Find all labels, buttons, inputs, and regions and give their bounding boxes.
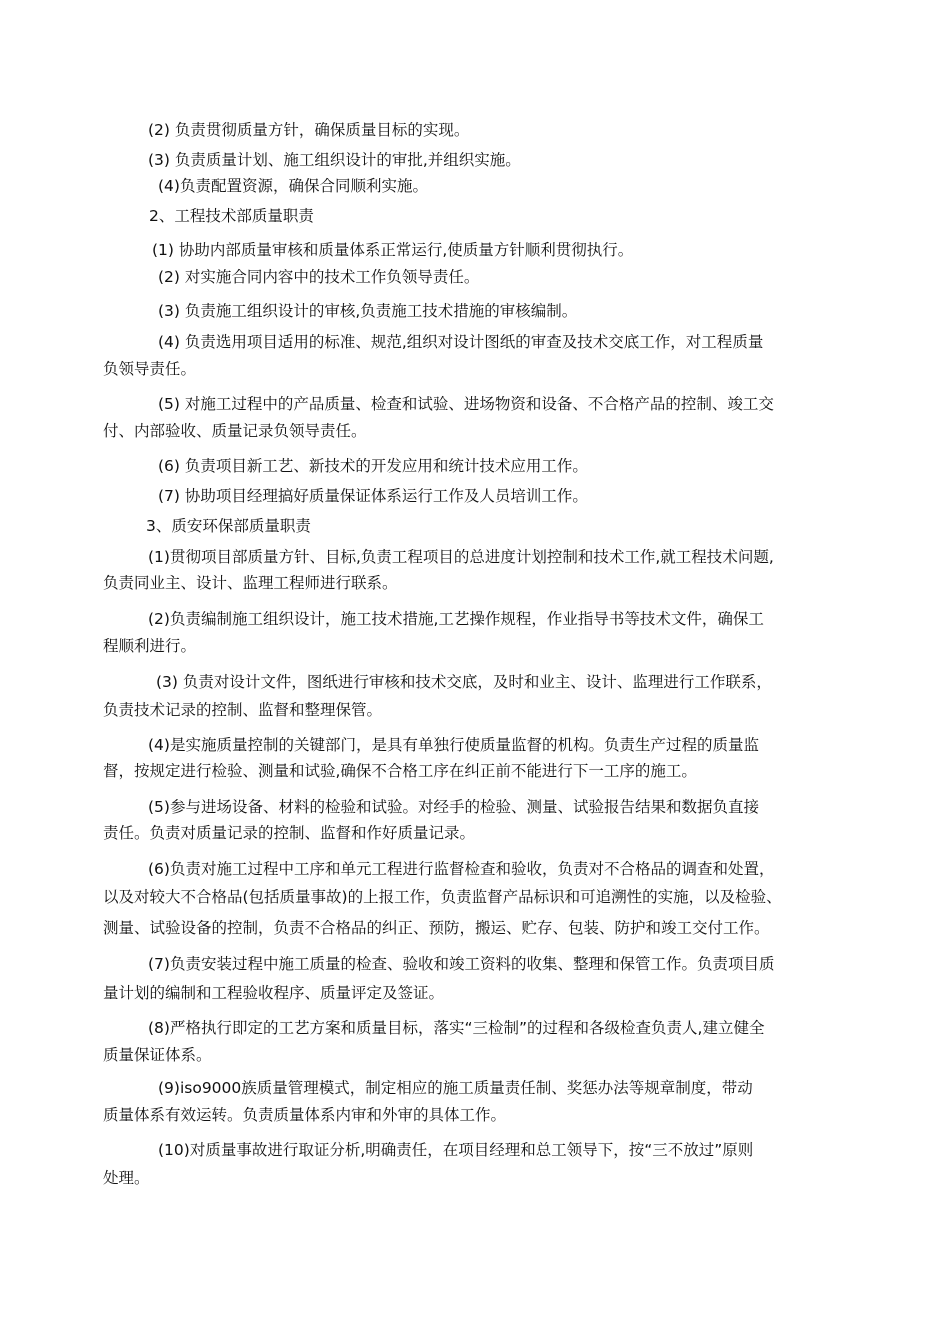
text-line: (6)负责对施工过程中工序和单元工程进行监督检查和验收，负责对不合格品的调查和处置， — [148, 860, 775, 878]
text-line: (2) 负责贯彻质量方针，确保质量目标的实现。 — [148, 121, 470, 139]
text-line: (4)负责配置资源，确保合同顺利实施。 — [158, 177, 428, 195]
text-line: (1) 协助内部质量审核和质量体系正常运行,使质量方针顺利贯彻执行。 — [152, 241, 634, 259]
text-line: (4) 负责选用项目适用的标准、规范,组织对设计图纸的审查及技术交底工作，对工程质量 — [158, 333, 764, 351]
text-line: 责任。负责对质量记录的控制、监督和作好质量记录。 — [103, 824, 476, 842]
text-line: 负领导责任。 — [103, 360, 197, 378]
text-line: (2)负责编制施工组织设计，施工技术措施,工艺操作规程，作业指导书等技术文件，确保工 — [148, 610, 764, 628]
text-line: (7)负责安装过程中施工质量的检查、验收和竣工资料的收集、整理和保管工作。负责项目质 — [148, 955, 775, 973]
text-line: 督，按规定进行检验、测量和试验,确保不合格工序在纠正前不能进行下一工序的施工。 — [103, 762, 697, 780]
text-line: (7) 协助项目经理搞好质量保证体系运行工作及人员培训工作。 — [158, 487, 588, 505]
text-line: (3) 负责对设计文件，图纸进行审核和技术交底，及时和业主、设计、监理进行工作联系， — [156, 673, 772, 691]
text-line: (4)是实施质量控制的关键部门，是具有单独行使质量监督的机构。负责生产过程的质量监 — [148, 736, 759, 754]
text-line: 质量体系有效运转。负责质量体系内审和外审的具体工作。 — [103, 1106, 507, 1124]
text-line: (8)严格执行即定的工艺方案和质量目标，落实“三检制”的过程和各级检查负责人,建立健全 — [148, 1019, 765, 1037]
text-line: 以及对较大不合格品(包括质量事故)的上报工作，负责监督产品标识和可追溯性的实施，以及检验、 — [103, 888, 782, 906]
text-line: (2) 对实施合同内容中的技术工作负领导责任。 — [158, 268, 480, 286]
text-line: (10)对质量事故进行取证分析,明确责任，在项目经理和总工领导下，按“三不放过”原则 — [158, 1141, 754, 1159]
text-line: 测量、试验设备的控制，负责不合格品的纠正、预防，搬运、贮存、包装、防护和竣工交付工作。 — [103, 919, 770, 937]
text-line: 付、内部验收、质量记录负领导责任。 — [103, 422, 367, 440]
text-line: 负责技术记录的控制、监督和整理保管。 — [103, 701, 383, 719]
text-line: (5) 对施工过程中的产品质量、检查和试验、进场物资和设备、不合格产品的控制、竣工交 — [158, 395, 774, 413]
text-line: (3) 负责质量计划、施工组织设计的审批,并组织实施。 — [148, 151, 521, 169]
text-line: 程顺利进行。 — [103, 637, 197, 655]
text-line: (1)贯彻项目部质量方针、目标,负责工程项目的总进度计划控制和技术工作,就工程技术问题, — [148, 548, 774, 566]
text-line: 量计划的编制和工程验收程序、质量评定及签证。 — [103, 984, 445, 1002]
text-line: (6) 负责项目新工艺、新技术的开发应用和统计技术应用工作。 — [158, 457, 588, 475]
section-heading: 3、质安环保部质量职责 — [146, 517, 311, 535]
section-heading: 2、工程技术部质量职责 — [149, 207, 314, 225]
text-line: 质量保证体系。 — [103, 1046, 212, 1064]
text-line: 处理。 — [103, 1169, 150, 1187]
text-line: (5)参与进场设备、材料的检验和试验。对经手的检验、测量、试验报告结果和数据负直接 — [148, 798, 759, 816]
text-line: 负责同业主、设计、监理工程师进行联系。 — [103, 574, 398, 592]
text-line: (3) 负责施工组织设计的审核,负责施工技术措施的审核编制。 — [158, 302, 578, 320]
text-line: (9)iso9000族质量管理模式，制定相应的施工质量责任制、奖惩办法等规章制度，带动 — [158, 1079, 753, 1097]
